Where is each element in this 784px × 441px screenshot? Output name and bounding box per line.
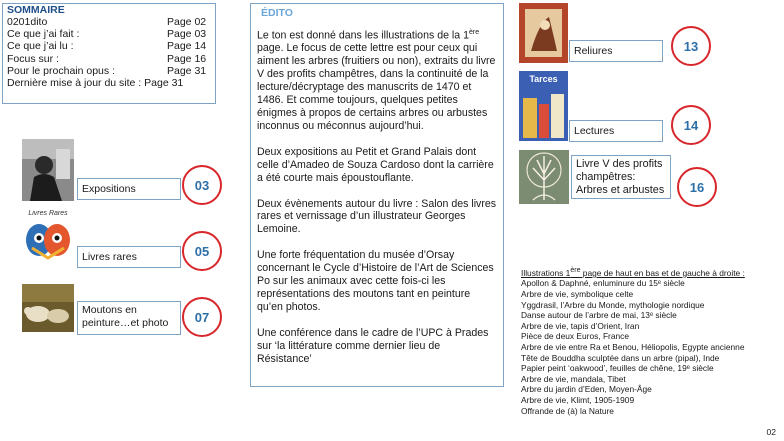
illustration-item: Arbre de vie, symbolique celte <box>521 288 634 299</box>
illustrations-list <box>521 266 783 416</box>
livre-v-label-line1: Livre V des profits <box>576 158 663 170</box>
sommaire-row-label: Ce que j’ai fait : <box>7 28 80 41</box>
livre-v-label-line3: Arbres et arbustes <box>576 184 665 196</box>
lectures-page-number: 14 <box>683 117 699 133</box>
lectures-label-box[interactable] <box>569 120 663 142</box>
moutons-page-badge[interactable] <box>182 297 222 337</box>
expositions-label-box[interactable] <box>77 178 181 200</box>
edito-p1-sup: ère <box>469 29 480 36</box>
illustration-item: Yggdrasil, l’Arbre du Monde, mythologie nordique <box>521 299 705 310</box>
livres-rares-page-badge[interactable] <box>182 231 222 271</box>
sommaire-last-update-label: Dernière mise à jour du site : Page 31 <box>7 77 184 90</box>
lectures-cover-text: Tarces <box>529 74 558 84</box>
sommaire-box <box>2 3 216 104</box>
illustration-item: Papier peint ‘oakwood’, feuilles de chêne, 19ᵉ siècle <box>521 363 714 374</box>
illustration-item: Offrande de (à) la Nature <box>521 405 614 416</box>
livres-rares-label: Livres rares <box>82 251 137 263</box>
illustration-item: Arbre de vie entre Ra et Benou, Héliopolis, Egypte ancienne <box>521 341 745 352</box>
sommaire-row[interactable] <box>7 40 215 52</box>
livres-rares-logo-text: Livres Rares <box>28 210 68 217</box>
livres-rares-page-number: 05 <box>194 243 210 259</box>
reliures-page-badge[interactable] <box>671 26 711 66</box>
edito-paragraph-5: Une conférence dans le cadre de l’UPC à Prades sur ‘la littérature comme dernier lieu de Résistance’ <box>257 326 489 365</box>
sommaire-row[interactable] <box>7 65 215 77</box>
page-number: 02 <box>766 427 776 437</box>
lectures-label: Lectures <box>574 125 615 137</box>
illustration-item: Arbre de vie, Klimt, 1905-1909 <box>521 394 635 405</box>
reliures-label-box[interactable] <box>569 40 663 62</box>
sommaire-last-update[interactable] <box>7 77 215 89</box>
illustration-item: Arbre de vie, tapis d’Orient, Iran <box>521 320 640 331</box>
sommaire-row-label: Ce que j’ai lu : <box>7 40 74 53</box>
sommaire-row-page: Page 14 <box>167 40 207 53</box>
illustration-item: Pièce de deux Euros, France <box>521 331 630 342</box>
livre-v-page-badge[interactable] <box>677 167 717 207</box>
sommaire-row-page: Page 31 <box>167 64 207 77</box>
illustration-item: Tête de Bouddha sculptée dans un arbre (pipal), Inde <box>521 352 720 363</box>
sommaire-row-page: Page 03 <box>167 28 207 41</box>
illustration-item: Apollon & Daphné, enluminure du 15ᵉ siècle <box>521 278 685 289</box>
expositions-photo[interactable] <box>22 139 74 201</box>
edito-paragraph-2: Deux expositions au Petit et Grand Palais dont celle d’Amadeo de Souza Cardoso dont la carrière a été courte mais époustouflante. <box>257 145 494 184</box>
sommaire-row[interactable] <box>7 28 215 40</box>
livre-v-label-line2: champêtres: <box>576 171 636 183</box>
illustration-item: Arbre de vie, mandala, Tibet <box>521 373 626 384</box>
arbre-de-vie-image[interactable] <box>519 150 569 204</box>
sommaire-title: SOMMAIRE <box>7 4 65 16</box>
moutons-label-box[interactable] <box>77 301 181 335</box>
illustrations-heading-sup: ère <box>570 267 581 274</box>
reliures-image[interactable] <box>519 3 568 63</box>
edito-box <box>250 3 504 387</box>
edito-p1-text: Le ton est donné dans les illustrations de la 1 <box>257 29 470 42</box>
lectures-book-cover[interactable] <box>519 71 568 141</box>
reliures-label: Reliures <box>574 45 613 57</box>
edito-p1-text-cont: page. Le focus de cette lettre est pour ceux qui aiment les arbres (fruitiers ou non), extraits du livre V des profits champêtres, dans la continuité de la lecture/décryptage des manuscrits de 1470 et 1486. Et comme toujours, quelques petites énigmes à propos de certains arbres ou arbustes inconnus ou méconnus aujourd’hui. <box>257 42 496 132</box>
illustrations-heading-text: Illustrations 1 <box>521 267 571 278</box>
edito-paragraph-1 <box>257 27 497 133</box>
sommaire-row[interactable] <box>7 53 215 65</box>
illustrations-heading-text-cont: page de haut en bas et de gauche à droite : <box>580 267 745 278</box>
moutons-painting[interactable] <box>22 284 74 332</box>
livres-rares-label-box[interactable] <box>77 246 181 268</box>
sommaire-row-label: Pour le prochain opus : <box>7 64 115 77</box>
moutons-label-line2: peinture…et photo <box>82 316 169 329</box>
sommaire-row-page: Page 02 <box>167 16 207 28</box>
illustrations-heading <box>521 266 783 278</box>
sommaire-row-page: Page 16 <box>167 52 207 65</box>
edito-paragraph-4: Une forte fréquentation du musée d’Orsay concernant le Cycle d’Histoire de l’Art de Sciences Po sur les animaux avec cette fois-ci les représentations des moutons tant en peinture qu’en photos. <box>257 249 494 313</box>
livres-rares-logo[interactable] <box>22 210 74 268</box>
lectures-page-badge[interactable] <box>671 105 711 145</box>
moutons-label-line1: Moutons en <box>82 304 137 316</box>
moutons-page-number: 07 <box>194 309 210 325</box>
sommaire-row-label: 0201dito <box>7 16 48 28</box>
illustration-item: Danse autour de l’arbre de mai, 13ᵉ siècle <box>521 310 677 321</box>
illustration-item: Arbre du jardin d’Eden, Moyen-Âge <box>521 384 652 395</box>
expositions-page-badge[interactable] <box>182 165 222 205</box>
reliures-page-number: 13 <box>683 38 699 54</box>
livre-v-label-box[interactable] <box>571 155 671 199</box>
edito-paragraph-3: Deux évènements autour du livre : Salon des livres rares et vernissage d’un illustrateur Georges Lemoine. <box>257 197 497 236</box>
expositions-page-number: 03 <box>194 177 210 193</box>
expositions-label: Expositions <box>82 183 136 195</box>
sommaire-row-label: Focus sur : <box>7 52 59 65</box>
livre-v-page-number: 16 <box>689 179 705 195</box>
edito-title: ÉDITO <box>261 7 293 19</box>
sommaire-row[interactable] <box>7 16 215 28</box>
